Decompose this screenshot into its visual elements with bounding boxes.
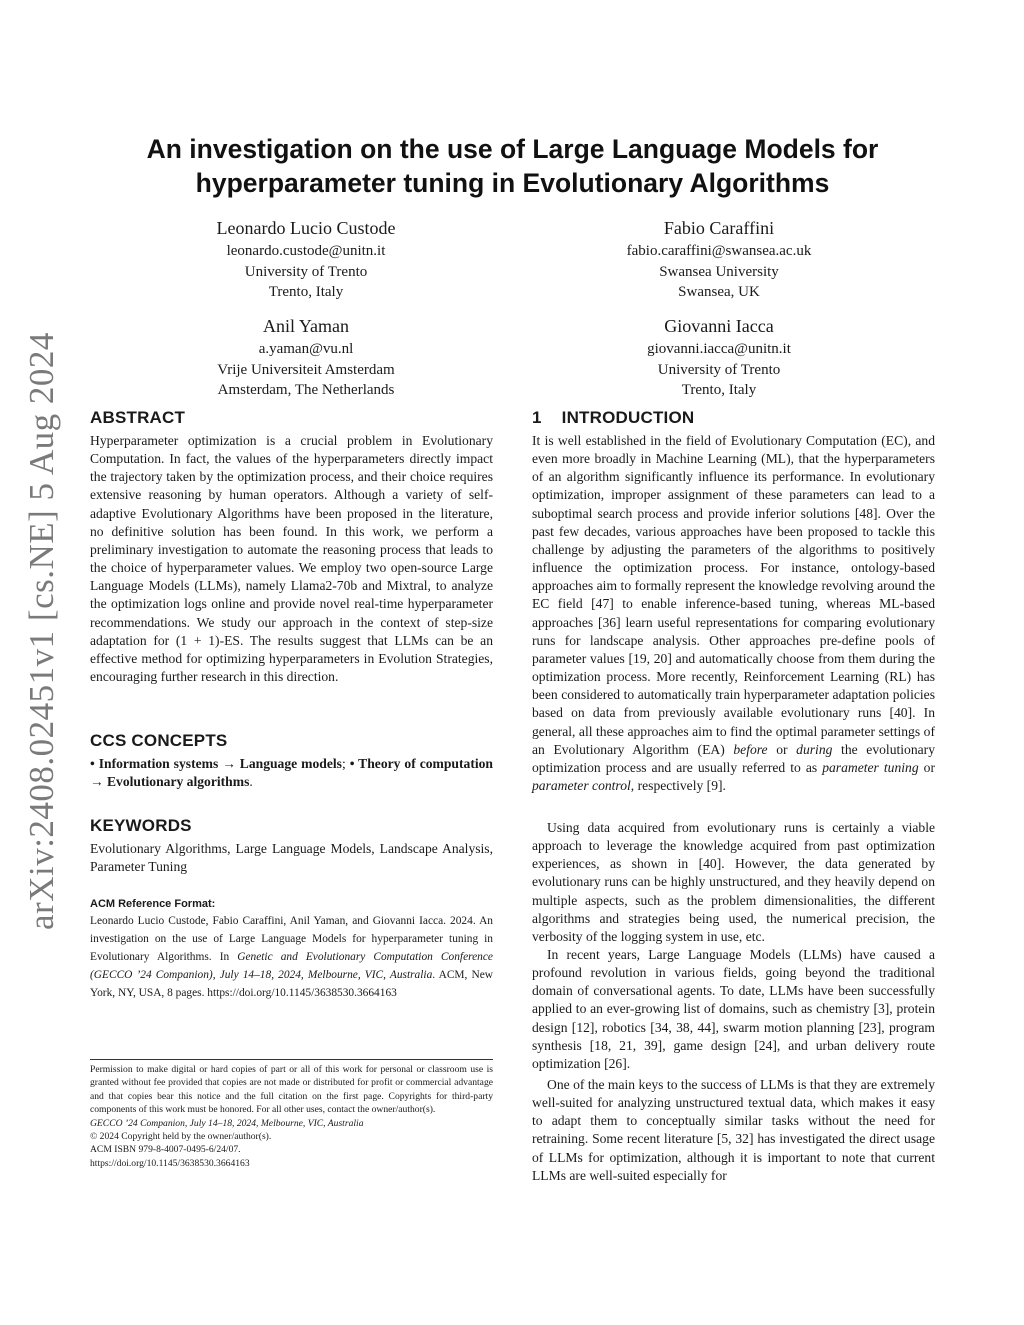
footnote-rule [90, 1059, 493, 1060]
author-affiliation: Vrije Universiteit Amsterdam [217, 361, 395, 378]
keywords-text: Evolutionary Algorithms, Large Language Models, Landscape Analysis, Parameter Tuning [90, 841, 493, 875]
author-affiliation: University of Trento [244, 263, 368, 280]
paper-title [90, 132, 935, 200]
intro-paragraph-3: In recent years, Large Language Models (LLMs) have caused a profound revolution in various fields, going beyond the traditional domain of conversational agents. To date, LLMs have been successfully applied to an ever-growing list of domains, such as chemistry [3], protein design [12], robotics [34, 38, 44], swarm motion planning [23], program synthesis [18, 21, 39], game design [24], and urban delivery route optimization [26]. [532, 947, 935, 1071]
intro-p1-control: parameter control [532, 777, 631, 793]
acm-reference-part-a: Leonardo Lucio Custode, Fabio Caraffini, Anil Yaman, and Giovanni Iacca. 2024. An investigation on the use of Large Language Models for hyperparameter tuning in Evolutionary Algorithms. In [90, 915, 493, 963]
author-email[interactable]: giovanni.iacca@unitn.it [647, 341, 791, 357]
intro-paragraph-4: One of the main keys to the success of LLMs is that they are extremely well-suited for analyzing unstructured textual data, which makes it easy to adapt them to conceptually similar tasks without the need for retraining. Some recent literature [5, 32] has investigated the direct usage of LLMs for optimization, although it is important to note that current LLMs are well-suited especially for [532, 1077, 935, 1183]
footnote-venue: GECCO ’24 Companion, July 14–18, 2024, Melbourne, VIC, Australia [90, 1117, 364, 1129]
footnote-doi[interactable]: https://doi.org/10.1145/3638530.3664163 [90, 1157, 250, 1169]
acm-reference-venue: Genetic and Evolutionary Computation Conference (GECCO ’24 Companion), July 14–18, 2024, Melbourne, VIC, Australia [90, 951, 493, 981]
author-affiliation: Swansea University [659, 263, 779, 280]
author-block [141, 313, 471, 401]
intro-p1-during: during [796, 741, 833, 757]
author-email[interactable]: fabio.caraffini@swansea.ac.uk [626, 243, 812, 259]
author-location: Trento, Italy [681, 382, 757, 398]
introduction-heading [532, 408, 694, 428]
intro-p1-text-c: , respectively [9]. [630, 777, 726, 793]
author-email[interactable]: a.yaman@vu.nl [258, 341, 354, 357]
author-location: Swansea, UK [678, 284, 760, 300]
intro-p1-or-2: or [918, 759, 935, 775]
intro-p1-or: or [767, 741, 797, 757]
ccs-separator: ; [341, 756, 350, 771]
ccs-item-1: • Information systems → Language models [90, 756, 342, 771]
author-email[interactable]: leonardo.custode@unitn.it [226, 243, 386, 259]
intro-paragraph-2: Using data acquired from evolutionary runs is certainly a viable approach to leverage the knowledge acquired from past optimization experiences, as shown in [40]. However, the data generated by evolutionary runs can be highly unstructured, and they heavily depend on multiple aspects, such as the problem dimensionalities, the different algorithms and strategies being used, the numerical precision, the verbosity of the logging system in use, etc. [532, 820, 935, 944]
intro-paragraph-1 [532, 432, 935, 795]
section-number: 1 [532, 408, 542, 427]
title-line-2: hyperparameter tuning in Evolutionary Algorithms [195, 168, 830, 198]
footnote-permission: Permission to make digital or hard copies of part or all of this work for personal or classroom use is granted without fee provided that copies are not made or distributed for profit or commercial advantage and that copies bear this notice and the full citation on the first page. Copyrights for third-party components of this work must be honored. For all other uses, contact the owner/author(s). [90, 1064, 493, 1116]
author-block [141, 215, 471, 303]
author-name: Anil Yaman [262, 316, 349, 336]
author-block [554, 313, 884, 401]
author-affiliation: University of Trento [657, 361, 781, 378]
arxiv-stamp: arXiv:2408.02451v1 [cs.NE] 5 Aug 2024 [22, 332, 61, 930]
acm-reference-label: ACM Reference Format: [90, 898, 216, 910]
ccs-end: . [249, 774, 253, 790]
author-name: Giovanni Iacca [664, 316, 774, 336]
author-name: Leonardo Lucio Custode [216, 218, 396, 238]
author-name: Fabio Caraffini [663, 218, 775, 238]
author-location: Trento, Italy [268, 284, 344, 300]
section-title: INTRODUCTION [561, 408, 695, 427]
acm-reference-text [90, 912, 493, 1002]
ccs-concepts [90, 755, 493, 791]
intro-p1-before: before [733, 741, 768, 757]
abstract-heading: ABSTRACT [90, 408, 186, 427]
intro-p1-text: It is well established in the field of Evolutionary Computation (EC), and even more broadly in Machine Learning (ML), that the hyperparameters of an algorithm significantly influence its performance. In evolutionary optimization, improper assignment of these parameters can lead to a suboptimal search process and provide inferior solutions [48]. Over the past few decades, various approaches have been proposed to tackle this challenge by adjusting the parameters of the algorithms to positively influence the optimization process. For instance, ontology-based approaches aim to formally represent the knowledge revolving around the EC field [47] to enable inference-based tuning, whereas ML-based approaches [36] learn useful representations for comparing evolutionary runs for landscape analysis. Other approaches pre-define pools of parameter values [19, 20] and automatically choose from them during the optimization process. More recently, Reinforcement Learning (RL) has been considered to automatically train hyperparameter adaptation policies based on data from previously available evolutionary runs [40]. In general, all these approaches aim to find the optimal parameter settings of an Evolutionary Algorithm (EA) [532, 433, 935, 757]
intro-p1-tuning: parameter tuning [822, 759, 919, 775]
title-line-1: An investigation on the use of Large Language Models for [146, 134, 879, 164]
footnote-isbn: ACM ISBN 979-8-4007-0495-6/24/07. [90, 1144, 241, 1156]
ccs-heading: CCS CONCEPTS [90, 731, 228, 750]
author-block [554, 215, 884, 303]
abstract-text: Hyperparameter optimization is a crucial problem in Evolutionary Computation. In fact, the values of the hyperparameters directly impact the trajectory taken by the optimization process, and their choice requires extensive reasoning by human operators. Although a variety of self-adaptive Evolutionary Algorithms have been proposed in the literature, no definitive solution has been found. In this work, we perform a preliminary investigation to automate the reasoning process that leads to the choice of hyperparameter values. We employ two open-source Large Language Models (LLMs), namely Llama2-70b and Mixtral, to analyze the optimization logs online and provide novel real-time hyperparameter recommendations. We study our approach in the context of step-size adaptation for (1 + 1)-ES. The results suggest that LLMs can be an effective method for optimizing hyperparameters in Evolution Strategies, encouraging further research in this direction. [90, 433, 493, 685]
author-location: Amsterdam, The Netherlands [217, 382, 395, 398]
intro-p1-text-b: the evolutionary optimization process and are usually referred to as [532, 741, 935, 775]
acm-reference-part-b: . ACM, New York, NY, USA, 8 pages. https://doi.org/10.1145/3638530.3664163 [90, 969, 493, 999]
keywords-heading: KEYWORDS [90, 816, 192, 835]
footnote-copyright: © 2024 Copyright held by the owner/author(s). [90, 1131, 272, 1143]
footnote [90, 1063, 493, 1170]
ccs-item-2: • Theory of computation → Evolutionary algorithms [90, 756, 493, 790]
